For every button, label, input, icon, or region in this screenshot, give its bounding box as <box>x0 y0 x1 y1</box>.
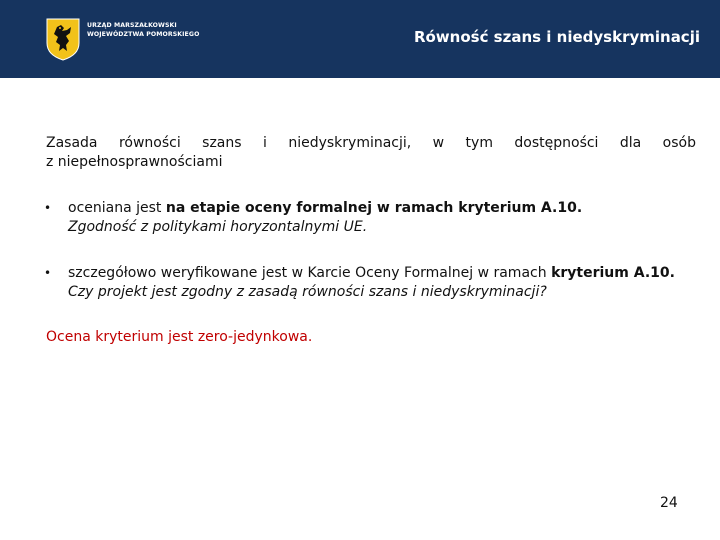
bullet-2-line1 <box>68 264 696 283</box>
bullet-item-2 <box>46 264 696 302</box>
page-number: 24 <box>660 495 678 511</box>
bullet-dot: • <box>44 266 52 280</box>
bullet-1-prefix: oceniana jest <box>68 200 166 216</box>
bullet-1-line1 <box>68 199 696 218</box>
organization-name <box>87 21 199 39</box>
bullet-2-bold: kryterium A.10. <box>551 265 675 281</box>
intro-text-line1: Zasada równości szans i niedyskryminacji, w tym dostępności dla osób <box>46 135 696 151</box>
bullet-1-italic: Zgodność z politykami horyzontalnymi UE. <box>68 219 368 235</box>
bullet-2-italic: Czy projekt jest zgodny z zasadą równości szans i niedyskryminacji? <box>68 284 547 300</box>
slide-title: Równość szans i niedyskryminacji <box>413 28 700 46</box>
intro-text-line2: z niepełnosprawnościami <box>46 154 223 170</box>
header-bar <box>0 0 720 78</box>
evaluation-note: Ocena kryterium jest zero-jedynkowa. <box>46 329 313 345</box>
org-line-1: URZĄD MARSZAŁKOWSKI <box>87 22 177 29</box>
griffin-crest-icon <box>45 17 81 61</box>
org-line-2: WOJEWÓDZTWA POMORSKIEGO <box>87 31 200 38</box>
bullet-2-prefix: szczegółowo weryfikowane jest w Karcie Oceny Formalnej w ramach <box>68 265 552 281</box>
bullet-1-bold: na etapie oceny formalnej w ramach kryterium A.10. <box>165 200 583 216</box>
bullet-item-1 <box>46 199 696 237</box>
bullet-dot: • <box>44 201 52 215</box>
